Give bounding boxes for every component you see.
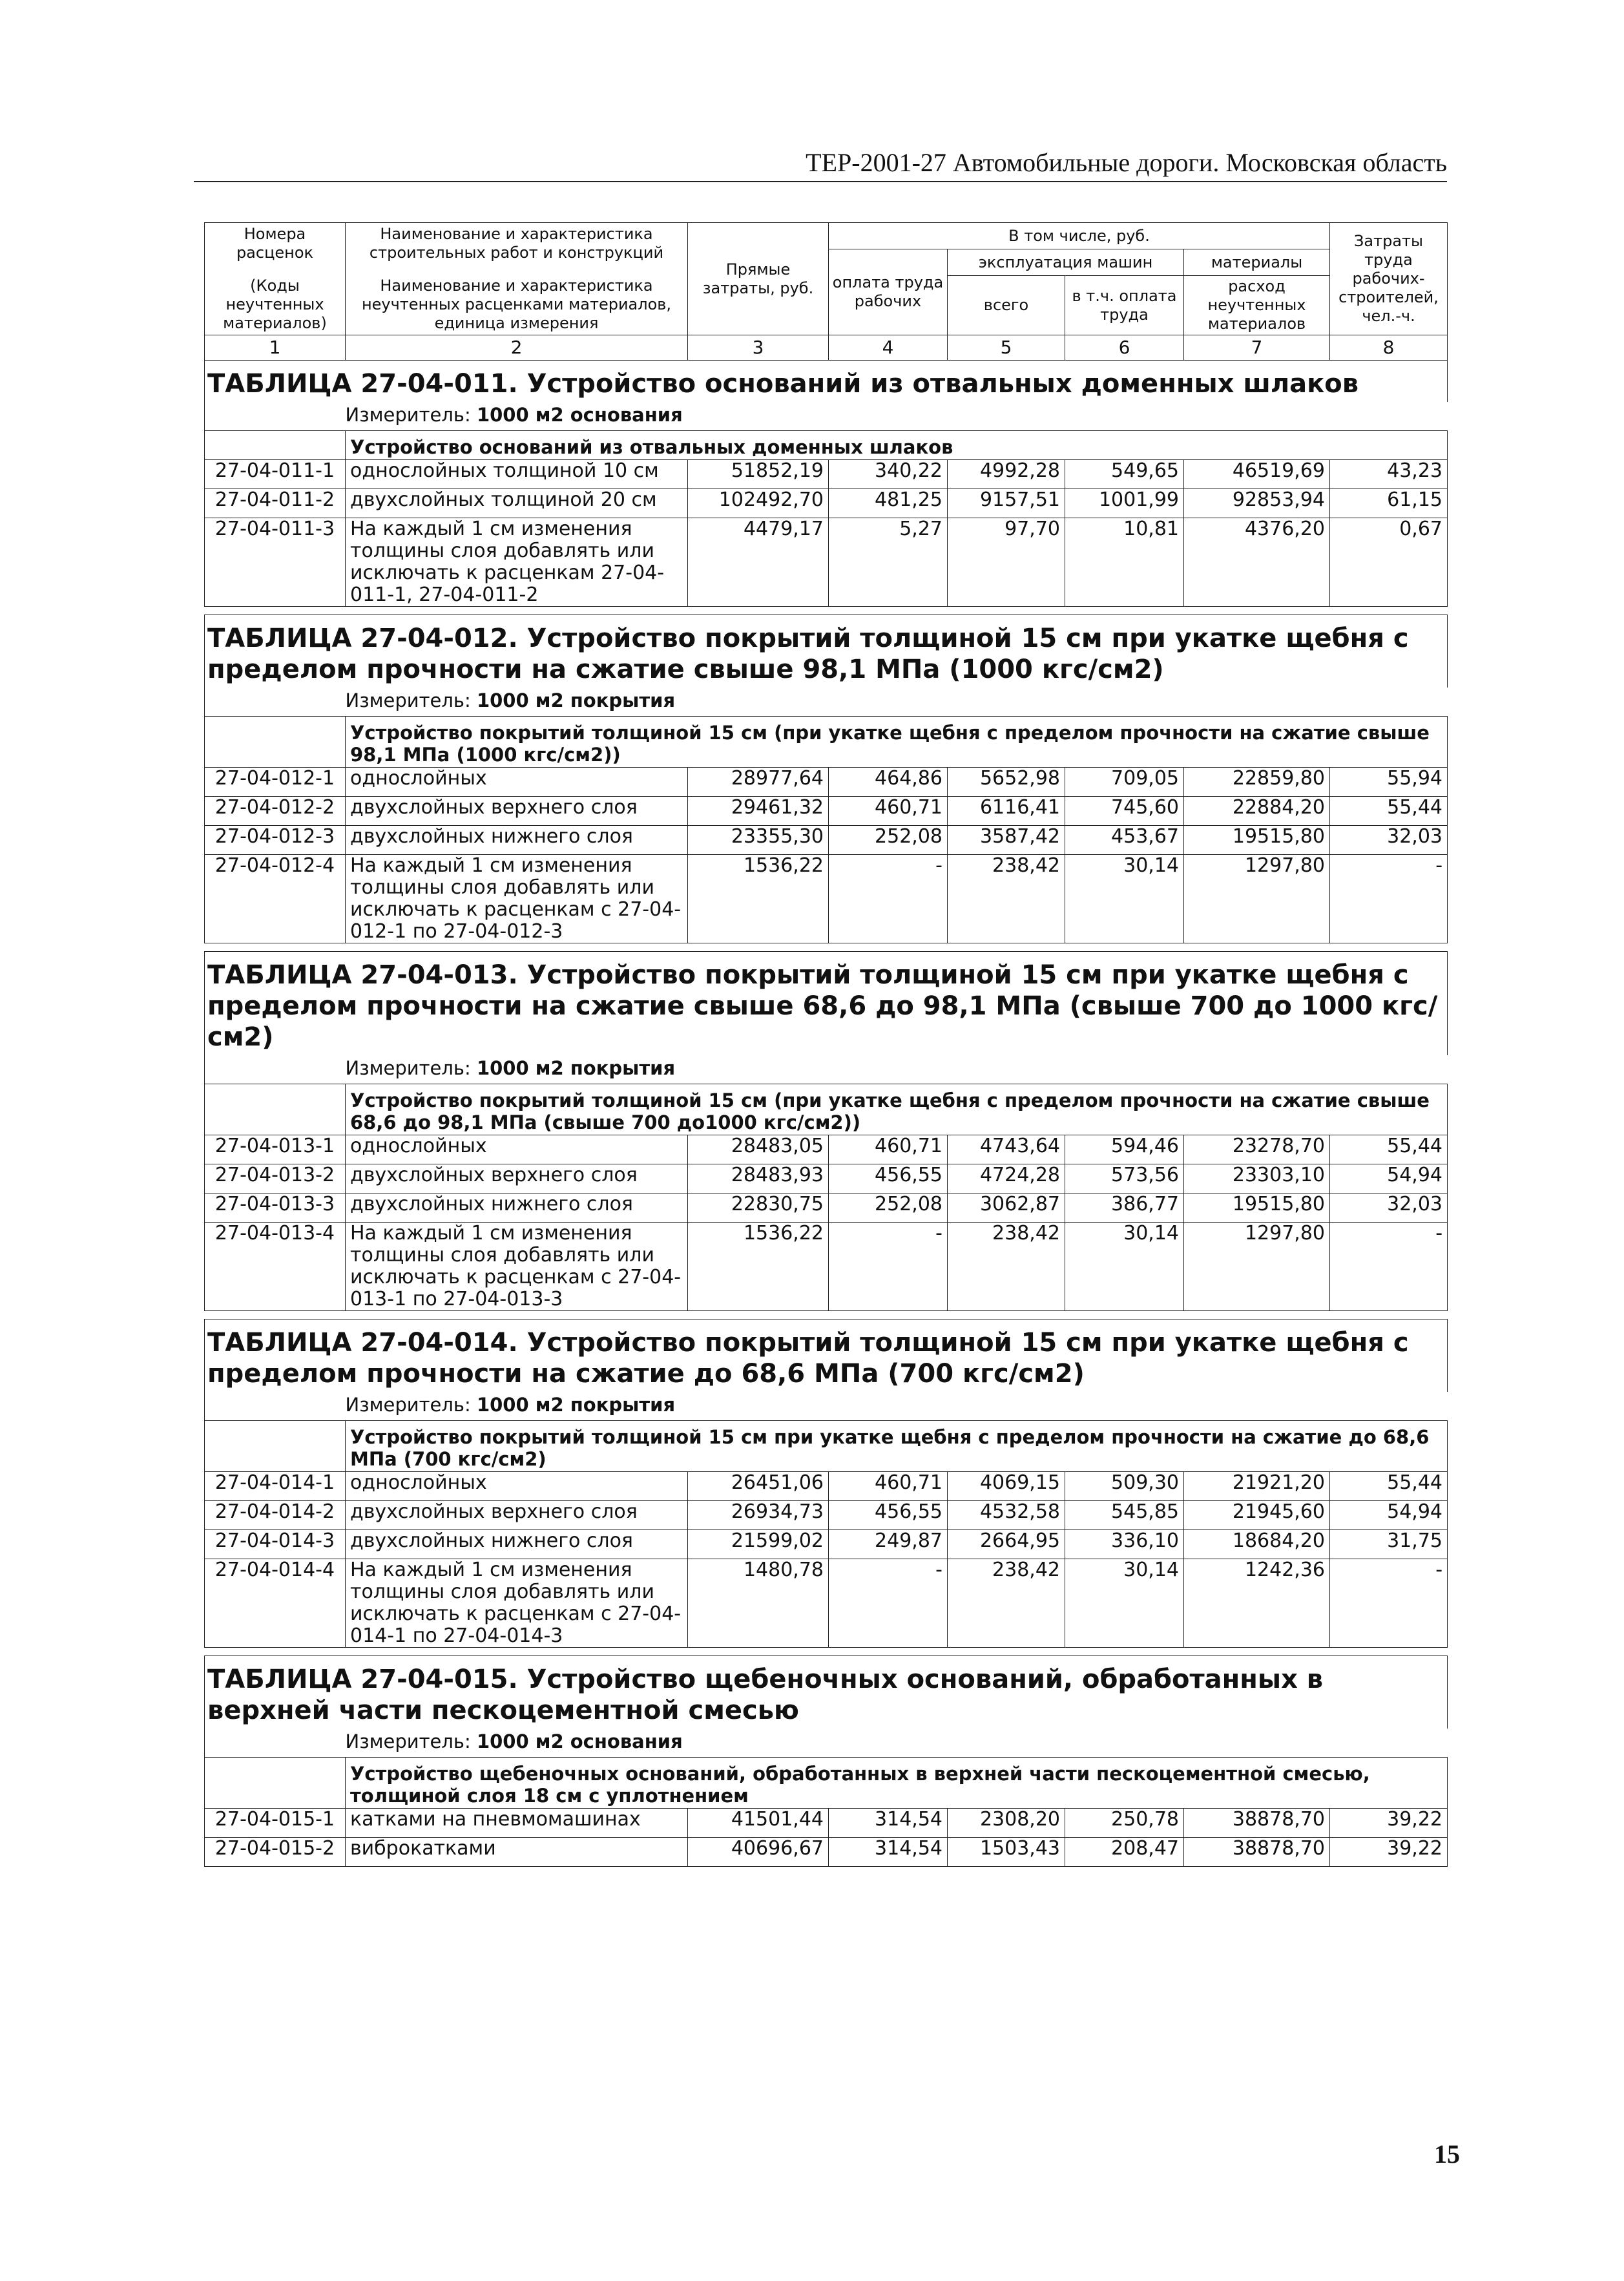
value-machines: 6116,41 <box>948 797 1065 826</box>
value-direct: 26934,73 <box>688 1501 829 1530</box>
table-row <box>205 768 1448 797</box>
value-wages: - <box>829 855 948 943</box>
rate-code: 27-04-014-4 <box>205 1559 346 1648</box>
table-title: ТАБЛИЦА 27-04-013. Устройство покрытий толщиной 15 см при укатке щебня с пределом прочности на сжатие свыше 68,6 до 98,1 МПа (свыше 700 до 1000 кгс/см2) <box>205 952 1448 1056</box>
value-machines: 4992,28 <box>948 460 1065 489</box>
work-name: двухслойных нижнего слоя <box>346 1193 688 1223</box>
section-spacer <box>205 1311 1448 1319</box>
value-machines: 4069,15 <box>948 1472 1065 1501</box>
table-row <box>205 489 1448 518</box>
group-title: Устройство оснований из отвальных доменных шлаков <box>346 431 1448 460</box>
value-direct: 1480,78 <box>688 1559 829 1648</box>
meter-value: 1000 м2 покрытия <box>476 689 676 711</box>
group-title: Устройство покрытий толщиной 15 см при укатке щебня с пределом прочности на сжатие до 68,6 МПа (700 кгс/см2) <box>346 1421 1448 1472</box>
work-name: На каждый 1 см изменения толщины слоя добавлять или исключать к расценкам с 27-04-012-1 по 27-04-012-3 <box>346 855 688 943</box>
rate-code: 27-04-014-3 <box>205 1530 346 1559</box>
value-wages: 249,87 <box>829 1530 948 1559</box>
value-materials: 19515,80 <box>1184 1193 1330 1223</box>
work-name: однослойных <box>346 768 688 797</box>
rate-code: 27-04-012-2 <box>205 797 346 826</box>
rate-code: 27-04-013-1 <box>205 1135 346 1164</box>
table-row <box>205 1164 1448 1193</box>
value-direct: 23355,30 <box>688 826 829 855</box>
value-mach-wages: 30,14 <box>1065 1559 1184 1648</box>
meter-pad <box>205 1392 346 1421</box>
value-machines: 4724,28 <box>948 1164 1065 1193</box>
meter-row <box>205 402 1448 431</box>
column-header <box>205 223 1448 361</box>
value-labor: 55,94 <box>1330 768 1448 797</box>
col-direct-header: Прямые затраты, руб. <box>688 223 829 335</box>
value-wages: - <box>829 1223 948 1311</box>
header-rule <box>194 181 1447 182</box>
value-wages: 314,54 <box>829 1838 948 1867</box>
value-machines: 97,70 <box>948 518 1065 607</box>
value-materials: 21945,60 <box>1184 1501 1330 1530</box>
value-materials: 1297,80 <box>1184 1223 1330 1311</box>
col-number: 1 <box>205 335 346 361</box>
table-title: ТАБЛИЦА 27-04-011. Устройство оснований из отвальных доменных шлаков <box>205 361 1448 403</box>
value-labor: 54,94 <box>1330 1501 1448 1530</box>
meter-value: 1000 м2 покрытия <box>476 1057 676 1079</box>
table-row <box>205 1501 1448 1530</box>
group-title: Устройство покрытий толщиной 15 см (при укатке щебня с пределом прочности на сжатие свыше 68,6 до 98,1 МПа (свыше 700 до1000 кгс/см2)) <box>346 1084 1448 1135</box>
table-row <box>205 1530 1448 1559</box>
value-materials: 21921,20 <box>1184 1472 1330 1501</box>
value-direct: 41501,44 <box>688 1809 829 1838</box>
work-name: однослойных <box>346 1472 688 1501</box>
table-title-row <box>205 1319 1448 1393</box>
meter-label: Измеритель: <box>345 404 471 426</box>
page-number: 15 <box>1434 2139 1460 2169</box>
col-name-subtitle: Наименование и характеристика неучтенных расценками материалов, единица измерения <box>361 277 672 332</box>
value-mach-wages: 509,30 <box>1065 1472 1184 1501</box>
work-name: виброкатками <box>346 1838 688 1867</box>
col-number: 8 <box>1330 335 1448 361</box>
value-labor: 61,15 <box>1330 489 1448 518</box>
spacer-cell <box>205 607 1448 615</box>
section-spacer <box>205 1648 1448 1656</box>
value-machines: 2664,95 <box>948 1530 1065 1559</box>
rates-table <box>204 222 1448 1867</box>
table-title-row <box>205 1656 1448 1729</box>
work-name: однослойных <box>346 1135 688 1164</box>
value-machines: 3587,42 <box>948 826 1065 855</box>
value-machines: 238,42 <box>948 1559 1065 1648</box>
group-title-row <box>205 1758 1448 1809</box>
value-mach-wages: 1001,99 <box>1065 489 1184 518</box>
col-name-header <box>346 223 688 335</box>
col-code-header <box>205 223 346 335</box>
meter <box>346 1729 1448 1758</box>
value-machines: 9157,51 <box>948 489 1065 518</box>
meter <box>346 1392 1448 1421</box>
value-machines: 2308,20 <box>948 1809 1065 1838</box>
table-row <box>205 1559 1448 1648</box>
col-number: 6 <box>1065 335 1184 361</box>
group-title: Устройство щебеночных оснований, обработанных в верхней части пескоцементной смесью, толщиной слоя 18 см с уплотнением <box>346 1758 1448 1809</box>
table-row <box>205 460 1448 489</box>
work-name: двухслойных верхнего слоя <box>346 1501 688 1530</box>
rate-code: 27-04-012-3 <box>205 826 346 855</box>
group-title-row <box>205 1084 1448 1135</box>
value-labor: 55,44 <box>1330 1135 1448 1164</box>
value-materials: 22884,20 <box>1184 797 1330 826</box>
value-machines: 4743,64 <box>948 1135 1065 1164</box>
col-number: 7 <box>1184 335 1330 361</box>
col-materials-header: материалы <box>1184 249 1330 276</box>
meter-row <box>205 1729 1448 1758</box>
value-wages: 456,55 <box>829 1164 948 1193</box>
rate-table-section <box>205 361 1448 607</box>
value-materials: 4376,20 <box>1184 518 1330 607</box>
meter-pad <box>205 402 346 431</box>
table-row <box>205 1193 1448 1223</box>
value-direct: 4479,17 <box>688 518 829 607</box>
value-materials: 38878,70 <box>1184 1838 1330 1867</box>
value-mach-wages: 30,14 <box>1065 855 1184 943</box>
group-title-pad <box>205 431 346 460</box>
rate-code: 27-04-012-4 <box>205 855 346 943</box>
table-row <box>205 797 1448 826</box>
work-name: двухслойных толщиной 20 см <box>346 489 688 518</box>
value-mach-wages: 549,65 <box>1065 460 1184 489</box>
rate-code: 27-04-015-2 <box>205 1838 346 1867</box>
work-name: На каждый 1 см изменения толщины слоя добавлять или исключать к расценкам 27-04-011-1, 27-04-011-2 <box>346 518 688 607</box>
value-direct: 28483,93 <box>688 1164 829 1193</box>
col-machines-header: эксплуатация машин <box>948 249 1184 276</box>
value-direct: 26451,06 <box>688 1472 829 1501</box>
value-direct: 28483,05 <box>688 1135 829 1164</box>
meter-label: Измеритель: <box>345 1394 471 1416</box>
value-wages: 460,71 <box>829 797 948 826</box>
table-row <box>205 1135 1448 1164</box>
value-wages: 314,54 <box>829 1809 948 1838</box>
meter-label: Измеритель: <box>345 1730 471 1752</box>
value-wages: 456,55 <box>829 1501 948 1530</box>
value-direct: 40696,67 <box>688 1838 829 1867</box>
value-labor: 55,44 <box>1330 797 1448 826</box>
value-mach-wages: 573,56 <box>1065 1164 1184 1193</box>
meter-pad <box>205 688 346 717</box>
rate-code: 27-04-015-1 <box>205 1809 346 1838</box>
table-title: ТАБЛИЦА 27-04-014. Устройство покрытий толщиной 15 см при укатке щебня с пределом прочности на сжатие до 68,6 МПа (700 кгс/см2) <box>205 1319 1448 1393</box>
spacer-cell <box>205 1311 1448 1319</box>
col-unaccounted-header: расход неучтенных материалов <box>1184 276 1330 335</box>
table-row <box>205 1809 1448 1838</box>
value-materials: 23303,10 <box>1184 1164 1330 1193</box>
value-wages: - <box>829 1559 948 1648</box>
work-name: катками на пневмомашинах <box>346 1809 688 1838</box>
value-mach-wages: 453,67 <box>1065 826 1184 855</box>
work-name: однослойных толщиной 10 см <box>346 460 688 489</box>
col-labor-header: Затраты труда рабочих-строителей, чел.-ч. <box>1330 223 1448 335</box>
col-code-subtitle: (Коды неучтенных материалов) <box>223 277 327 332</box>
col-name-title: Наименование и характеристика строительных работ и конструкций <box>369 225 664 262</box>
table-title-row <box>205 952 1448 1056</box>
value-machines: 238,42 <box>948 855 1065 943</box>
section-spacer <box>205 607 1448 615</box>
rate-table-section <box>205 1648 1448 1867</box>
group-title-pad <box>205 1084 346 1135</box>
rate-code: 27-04-014-2 <box>205 1501 346 1530</box>
work-name: На каждый 1 см изменения толщины слоя добавлять или исключать к расценкам с 27-04-014-1 по 27-04-014-3 <box>346 1559 688 1648</box>
value-labor: 54,94 <box>1330 1164 1448 1193</box>
col-number: 3 <box>688 335 829 361</box>
value-labor: - <box>1330 1559 1448 1648</box>
value-materials: 92853,94 <box>1184 489 1330 518</box>
value-mach-wages: 10,81 <box>1065 518 1184 607</box>
meter-row <box>205 688 1448 717</box>
rate-code: 27-04-012-1 <box>205 768 346 797</box>
value-wages: 5,27 <box>829 518 948 607</box>
group-title-pad <box>205 1758 346 1809</box>
meter-pad <box>205 1055 346 1084</box>
col-wages-header: оплата труда рабочих <box>829 249 948 335</box>
value-materials: 1242,36 <box>1184 1559 1330 1648</box>
col-machines-wages-header: в т.ч. оплата труда <box>1065 276 1184 335</box>
rate-code: 27-04-011-1 <box>205 460 346 489</box>
rate-code: 27-04-014-1 <box>205 1472 346 1501</box>
value-direct: 22830,75 <box>688 1193 829 1223</box>
value-machines: 238,42 <box>948 1223 1065 1311</box>
rate-table-section <box>205 943 1448 1311</box>
table-title: ТАБЛИЦА 27-04-012. Устройство покрытий толщиной 15 см при укатке щебня с пределом прочности на сжатие свыше 98,1 МПа (1000 кгс/см2) <box>205 615 1448 688</box>
rate-code: 27-04-013-3 <box>205 1193 346 1223</box>
value-direct: 1536,22 <box>688 855 829 943</box>
work-name: двухслойных верхнего слоя <box>346 797 688 826</box>
col-code-title: Номера расценок <box>236 225 314 262</box>
table-title: ТАБЛИЦА 27-04-015. Устройство щебеночных оснований, обработанных в верхней части пескоцементной смесью <box>205 1656 1448 1729</box>
section-spacer <box>205 943 1448 952</box>
value-mach-wages: 386,77 <box>1065 1193 1184 1223</box>
value-machines: 5652,98 <box>948 768 1065 797</box>
table-title-row <box>205 615 1448 688</box>
group-title-pad <box>205 717 346 768</box>
value-direct: 21599,02 <box>688 1530 829 1559</box>
value-materials: 19515,80 <box>1184 826 1330 855</box>
value-mach-wages: 545,85 <box>1065 1501 1184 1530</box>
value-labor: - <box>1330 1223 1448 1311</box>
work-name: двухслойных нижнего слоя <box>346 826 688 855</box>
value-wages: 252,08 <box>829 1193 948 1223</box>
meter-value: 1000 м2 основания <box>476 404 683 426</box>
table-row <box>205 1472 1448 1501</box>
table-title-row <box>205 361 1448 403</box>
value-materials: 22859,80 <box>1184 768 1330 797</box>
work-name: На каждый 1 см изменения толщины слоя добавлять или исключать к расценкам с 27-04-013-1 по 27-04-013-3 <box>346 1223 688 1311</box>
value-mach-wages: 594,46 <box>1065 1135 1184 1164</box>
value-direct: 102492,70 <box>688 489 829 518</box>
value-machines: 3062,87 <box>948 1193 1065 1223</box>
running-head: ТЕР-2001-27 Автомобильные дороги. Московская область <box>806 148 1447 177</box>
value-wages: 481,25 <box>829 489 948 518</box>
meter-pad <box>205 1729 346 1758</box>
spacer-cell <box>205 1648 1448 1656</box>
value-materials: 18684,20 <box>1184 1530 1330 1559</box>
rate-code: 27-04-011-2 <box>205 489 346 518</box>
work-name: двухслойных верхнего слоя <box>346 1164 688 1193</box>
group-title-row <box>205 1421 1448 1472</box>
value-labor: 43,23 <box>1330 460 1448 489</box>
meter-value: 1000 м2 основания <box>476 1730 683 1752</box>
meter <box>346 1055 1448 1084</box>
value-materials: 46519,69 <box>1184 460 1330 489</box>
spacer-cell <box>205 943 1448 952</box>
value-mach-wages: 30,14 <box>1065 1223 1184 1311</box>
col-number: 5 <box>948 335 1065 361</box>
rates-document <box>204 222 1447 1867</box>
value-labor: 0,67 <box>1330 518 1448 607</box>
value-labor: 39,22 <box>1330 1809 1448 1838</box>
rate-code: 27-04-011-3 <box>205 518 346 607</box>
value-labor: 32,03 <box>1330 826 1448 855</box>
value-direct: 1536,22 <box>688 1223 829 1311</box>
value-mach-wages: 336,10 <box>1065 1530 1184 1559</box>
value-materials: 1297,80 <box>1184 855 1330 943</box>
meter <box>346 688 1448 717</box>
value-machines: 4532,58 <box>948 1501 1065 1530</box>
value-labor: 31,75 <box>1330 1530 1448 1559</box>
meter-value: 1000 м2 покрытия <box>476 1394 676 1416</box>
col-incl-header: В том числе, руб. <box>829 223 1330 249</box>
table-row <box>205 855 1448 943</box>
meter-label: Измеритель: <box>345 1057 471 1079</box>
group-title-row <box>205 717 1448 768</box>
value-wages: 464,86 <box>829 768 948 797</box>
value-labor: 39,22 <box>1330 1838 1448 1867</box>
table-row <box>205 826 1448 855</box>
value-mach-wages: 250,78 <box>1065 1809 1184 1838</box>
value-direct: 51852,19 <box>688 460 829 489</box>
col-number: 2 <box>346 335 688 361</box>
meter <box>346 402 1448 431</box>
meter-row <box>205 1392 1448 1421</box>
value-materials: 23278,70 <box>1184 1135 1330 1164</box>
value-mach-wages: 745,60 <box>1065 797 1184 826</box>
col-machines-total-header: всего <box>948 276 1065 335</box>
table-row <box>205 518 1448 607</box>
value-machines: 1503,43 <box>948 1838 1065 1867</box>
value-wages: 460,71 <box>829 1135 948 1164</box>
group-title: Устройство покрытий толщиной 15 см (при укатке щебня с пределом прочности на сжатие свыше 98,1 МПа (1000 кгс/см2)) <box>346 717 1448 768</box>
value-labor: - <box>1330 855 1448 943</box>
value-mach-wages: 208,47 <box>1065 1838 1184 1867</box>
table-row <box>205 1223 1448 1311</box>
value-wages: 460,71 <box>829 1472 948 1501</box>
group-title-pad <box>205 1421 346 1472</box>
table-row <box>205 1838 1448 1867</box>
rate-table-section <box>205 607 1448 943</box>
col-number: 4 <box>829 335 948 361</box>
rate-table-section <box>205 1311 1448 1648</box>
meter-row <box>205 1055 1448 1084</box>
value-wages: 340,22 <box>829 460 948 489</box>
value-wages: 252,08 <box>829 826 948 855</box>
meter-label: Измеритель: <box>345 689 471 711</box>
value-direct: 28977,64 <box>688 768 829 797</box>
value-mach-wages: 709,05 <box>1065 768 1184 797</box>
group-title-row <box>205 431 1448 460</box>
value-direct: 29461,32 <box>688 797 829 826</box>
value-labor: 32,03 <box>1330 1193 1448 1223</box>
rate-code: 27-04-013-4 <box>205 1223 346 1311</box>
value-materials: 38878,70 <box>1184 1809 1330 1838</box>
value-labor: 55,44 <box>1330 1472 1448 1501</box>
work-name: двухслойных нижнего слоя <box>346 1530 688 1559</box>
rate-code: 27-04-013-2 <box>205 1164 346 1193</box>
column-numbers <box>205 335 1448 361</box>
